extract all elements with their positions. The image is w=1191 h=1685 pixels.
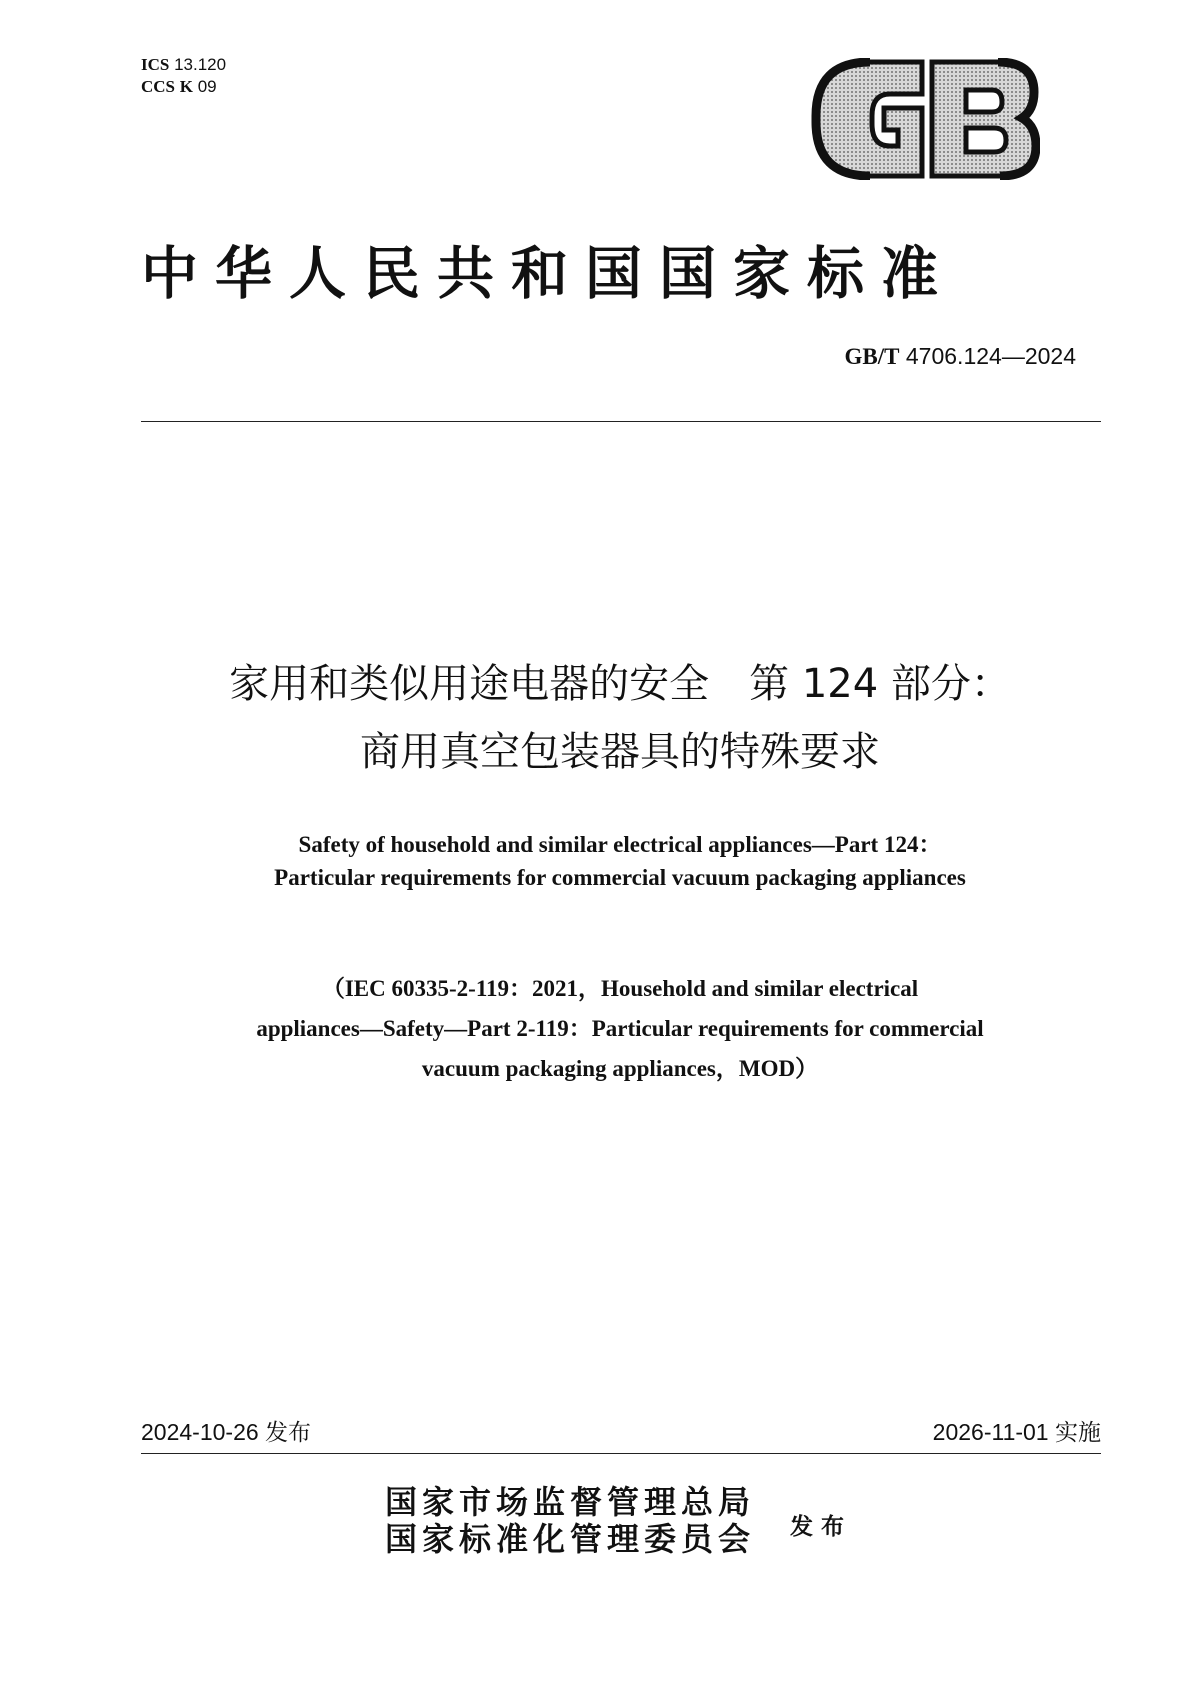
issuer-line-2: 国家标准化管理委员会 (385, 1520, 756, 1558)
implement-date (800, 1414, 1101, 1447)
iec-reference-line-1: （IEC 60335-2-119：2021，Household and similar electrical (321, 976, 919, 1001)
issue-verb: 发布 (790, 1513, 852, 1540)
iec-reference-line-2: appliances—Safety—Part 2-119：Particular requirements for commercial (256, 1016, 984, 1041)
publish-date-value: 2024-10-26 (141, 1419, 259, 1445)
issuer-line-1: 国家市场监督管理总局 (385, 1483, 756, 1521)
classification-codes (141, 54, 226, 98)
implement-date-label: 实施 (1055, 1420, 1101, 1446)
ccs-code (141, 76, 226, 98)
ics-label: ICS (141, 55, 170, 74)
standard-number (700, 343, 1076, 370)
english-title-line-2: Particular requirements for commercial vacuum packaging appliances (274, 865, 966, 890)
chinese-title-line-2: 商用真空包装器具的特殊要求 (360, 729, 880, 775)
publish-date (141, 1414, 311, 1447)
english-title-line-1: Safety of household and similar electrical appliances—Part 124： (298, 832, 942, 857)
standard-prefix: GB/T (844, 344, 900, 369)
ics-code (141, 54, 226, 76)
iec-reference-line-3: vacuum packaging appliances，MOD） (421, 1056, 819, 1081)
gb-standard-logo-icon (810, 58, 1040, 180)
footer-divider (141, 1453, 1101, 1454)
chinese-title-line-1: 家用和类似用途电器的安全 第 124 部分： (229, 661, 1011, 707)
ics-value: 13.120 (174, 55, 227, 74)
ccs-label: CCS (141, 77, 176, 96)
national-standard-title: 中华人民共和国国家标准 (141, 240, 955, 307)
ccs-letter: K (179, 77, 193, 96)
issuing-authorities (385, 1484, 755, 1558)
ccs-value: 09 (197, 77, 217, 96)
implement-date-value: 2026-11-01 (932, 1419, 1049, 1445)
publish-date-label: 发布 (265, 1420, 312, 1446)
standard-number-value: 4706.124—2024 (905, 343, 1076, 369)
header-divider (141, 421, 1101, 422)
